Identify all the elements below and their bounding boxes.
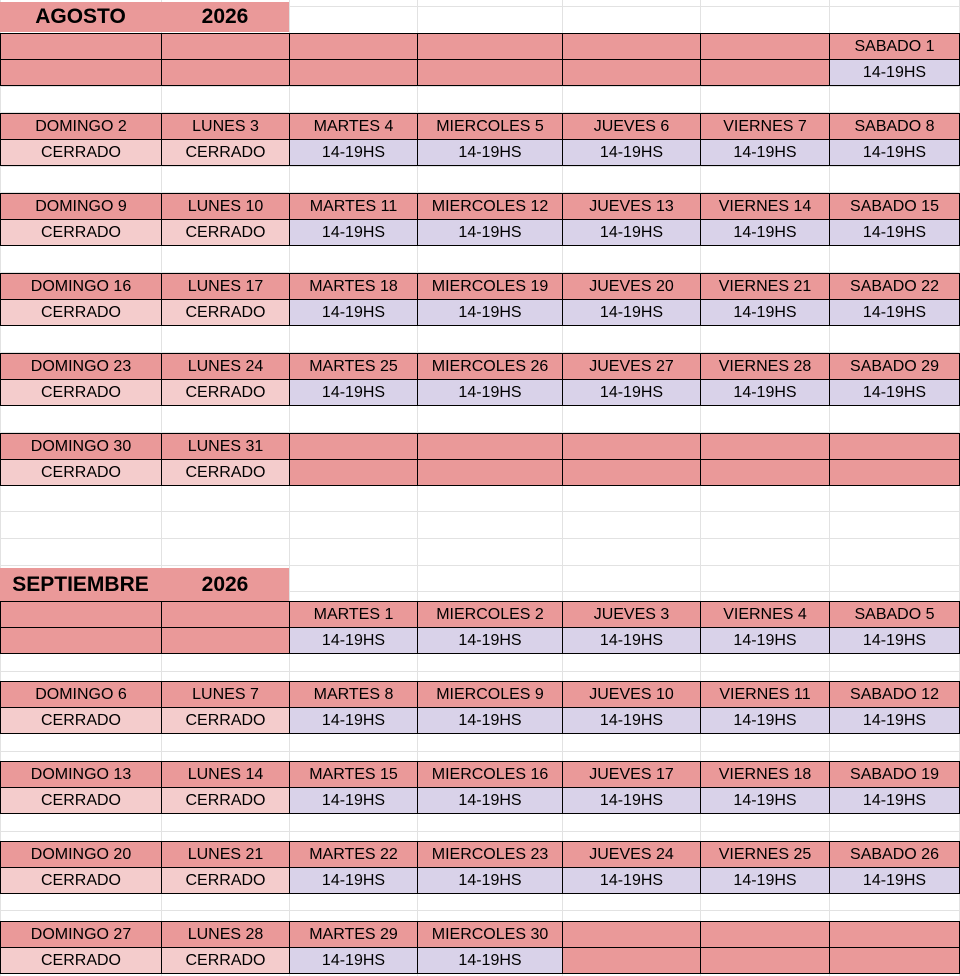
empty-day-hours[interactable] — [562, 59, 701, 86]
month-year: 2026 — [161, 568, 289, 602]
day-header-cell[interactable]: DOMINGO 6 — [0, 681, 162, 708]
day-hours-cell[interactable]: 14-19HS — [700, 707, 830, 734]
day-hours-cell[interactable]: 14-19HS — [562, 867, 701, 894]
day-hours-cell[interactable]: CERRADO — [161, 139, 290, 166]
day-hours-cell[interactable]: 14-19HS — [829, 139, 960, 166]
day-header-cell[interactable]: VIERNES 25 — [700, 841, 830, 868]
day-header-cell[interactable]: DOMINGO 23 — [0, 353, 162, 380]
day-header-cell[interactable]: MARTES 18 — [289, 273, 418, 300]
gridline-row — [0, 751, 960, 752]
day-hours-cell[interactable]: 14-19HS — [700, 627, 830, 654]
day-hours-cell[interactable]: 14-19HS — [700, 867, 830, 894]
day-hours-cell[interactable]: CERRADO — [0, 459, 162, 486]
day-header-cell[interactable]: DOMINGO 16 — [0, 273, 162, 300]
day-hours-cell[interactable]: 14-19HS — [289, 139, 418, 166]
day-header-cell[interactable]: VIERNES 21 — [700, 273, 830, 300]
day-header-cell[interactable]: MARTES 29 — [289, 921, 418, 948]
month-name: SEPTIEMBRE — [0, 568, 161, 602]
day-header-cell[interactable]: LUNES 21 — [161, 841, 290, 868]
day-header-cell[interactable]: LUNES 28 — [161, 921, 290, 948]
day-header-cell[interactable]: MIERCOLES 19 — [417, 273, 563, 300]
empty-day-header[interactable] — [289, 33, 418, 60]
empty-day-header[interactable] — [700, 433, 830, 460]
day-hours-cell[interactable]: 14-19HS — [289, 379, 418, 406]
day-header-cell[interactable]: JUEVES 13 — [562, 193, 701, 220]
day-hours-cell[interactable]: CERRADO — [161, 459, 290, 486]
empty-day-hours[interactable] — [0, 627, 162, 654]
day-hours-cell[interactable]: 14-19HS — [700, 787, 830, 814]
empty-day-hours[interactable] — [289, 59, 418, 86]
day-header-cell[interactable]: LUNES 14 — [161, 761, 290, 788]
day-header-cell[interactable]: SABADO 5 — [829, 601, 960, 628]
day-header-cell[interactable]: VIERNES 4 — [700, 601, 830, 628]
day-hours-cell[interactable]: 14-19HS — [562, 379, 701, 406]
day-header-cell[interactable]: MARTES 4 — [289, 113, 418, 140]
empty-day-hours[interactable] — [700, 459, 830, 486]
day-hours-cell[interactable]: 14-19HS — [829, 219, 960, 246]
empty-day-hours[interactable] — [829, 459, 960, 486]
gridline-row — [0, 565, 960, 566]
day-hours-cell[interactable]: 14-19HS — [417, 867, 563, 894]
day-header-cell[interactable]: VIERNES 11 — [700, 681, 830, 708]
day-header-cell[interactable]: JUEVES 20 — [562, 273, 701, 300]
day-hours-cell[interactable]: 14-19HS — [417, 947, 563, 974]
empty-day-hours[interactable] — [0, 59, 162, 86]
day-hours-cell[interactable]: CERRADO — [161, 299, 290, 326]
day-header-cell[interactable]: LUNES 7 — [161, 681, 290, 708]
empty-day-hours[interactable] — [829, 947, 960, 974]
day-header-cell[interactable]: DOMINGO 9 — [0, 193, 162, 220]
day-hours-cell[interactable]: 14-19HS — [700, 379, 830, 406]
day-header-cell[interactable]: LUNES 31 — [161, 433, 290, 460]
empty-day-hours[interactable] — [700, 59, 830, 86]
day-header-cell[interactable]: MIERCOLES 12 — [417, 193, 563, 220]
day-header-cell[interactable]: DOMINGO 27 — [0, 921, 162, 948]
day-hours-cell[interactable]: 14-19HS — [829, 707, 960, 734]
empty-day-header[interactable] — [562, 33, 701, 60]
day-hours-cell[interactable]: 14-19HS — [829, 867, 960, 894]
day-header-cell[interactable]: SABADO 15 — [829, 193, 960, 220]
day-header-cell[interactable]: VIERNES 18 — [700, 761, 830, 788]
empty-day-header[interactable] — [0, 33, 162, 60]
day-header-cell[interactable]: MIERCOLES 23 — [417, 841, 563, 868]
day-hours-cell[interactable]: 14-19HS — [562, 139, 701, 166]
day-hours-cell[interactable]: 14-19HS — [417, 707, 563, 734]
day-hours-cell[interactable]: 14-19HS — [829, 787, 960, 814]
day-hours-cell[interactable]: 14-19HS — [289, 787, 418, 814]
day-header-cell[interactable]: MIERCOLES 26 — [417, 353, 563, 380]
day-hours-cell[interactable]: 14-19HS — [289, 219, 418, 246]
day-header-cell[interactable]: SABADO 26 — [829, 841, 960, 868]
day-header-cell[interactable]: LUNES 10 — [161, 193, 290, 220]
empty-day-hours[interactable] — [417, 59, 563, 86]
day-header-cell[interactable]: VIERNES 28 — [700, 353, 830, 380]
empty-day-header[interactable] — [161, 33, 290, 60]
day-header-cell[interactable]: JUEVES 3 — [562, 601, 701, 628]
empty-day-header[interactable] — [829, 921, 960, 948]
day-header-cell[interactable]: MIERCOLES 30 — [417, 921, 563, 948]
day-header-cell[interactable]: MIERCOLES 9 — [417, 681, 563, 708]
day-hours-cell[interactable]: CERRADO — [161, 787, 290, 814]
empty-day-hours[interactable] — [562, 459, 701, 486]
day-header-cell[interactable]: MIERCOLES 2 — [417, 601, 563, 628]
day-hours-cell[interactable]: CERRADO — [0, 707, 162, 734]
day-hours-cell[interactable]: 14-19HS — [289, 627, 418, 654]
day-hours-cell[interactable]: CERRADO — [161, 379, 290, 406]
empty-day-header[interactable] — [562, 921, 701, 948]
day-hours-cell[interactable]: CERRADO — [161, 867, 290, 894]
day-hours-cell[interactable]: 14-19HS — [562, 707, 701, 734]
empty-day-hours[interactable] — [700, 947, 830, 974]
empty-day-hours[interactable] — [289, 459, 418, 486]
day-hours-cell[interactable]: 14-19HS — [289, 707, 418, 734]
day-header-cell[interactable]: LUNES 17 — [161, 273, 290, 300]
day-header-cell[interactable]: JUEVES 17 — [562, 761, 701, 788]
day-hours-cell[interactable]: 14-19HS — [417, 787, 563, 814]
day-header-cell[interactable]: SABADO 1 — [829, 33, 960, 60]
day-hours-cell[interactable]: 14-19HS — [289, 867, 418, 894]
day-header-cell[interactable]: DOMINGO 2 — [0, 113, 162, 140]
day-hours-cell[interactable]: 14-19HS — [562, 299, 701, 326]
day-header-cell[interactable]: MARTES 15 — [289, 761, 418, 788]
month-year: 2026 — [161, 2, 289, 32]
gridline-row — [0, 910, 960, 911]
day-header-cell[interactable]: JUEVES 10 — [562, 681, 701, 708]
day-hours-cell[interactable]: CERRADO — [161, 707, 290, 734]
empty-day-hours[interactable] — [161, 59, 290, 86]
day-header-cell[interactable]: MARTES 22 — [289, 841, 418, 868]
day-hours-cell[interactable]: 14-19HS — [562, 787, 701, 814]
empty-day-header[interactable] — [829, 433, 960, 460]
empty-day-header[interactable] — [417, 33, 563, 60]
empty-day-header[interactable] — [562, 433, 701, 460]
day-hours-cell[interactable]: CERRADO — [0, 299, 162, 326]
day-hours-cell[interactable]: 14-19HS — [829, 299, 960, 326]
day-header-cell[interactable]: DOMINGO 20 — [0, 841, 162, 868]
day-header-cell[interactable]: MARTES 25 — [289, 353, 418, 380]
day-header-cell[interactable]: MIERCOLES 16 — [417, 761, 563, 788]
day-header-cell[interactable]: DOMINGO 13 — [0, 761, 162, 788]
day-hours-cell[interactable]: CERRADO — [0, 947, 162, 974]
empty-day-header[interactable] — [0, 601, 162, 628]
gridline-row — [0, 831, 960, 832]
day-hours-cell[interactable]: 14-19HS — [829, 627, 960, 654]
day-header-cell[interactable]: LUNES 24 — [161, 353, 290, 380]
day-hours-cell[interactable]: 14-19HS — [417, 139, 563, 166]
empty-day-header[interactable] — [289, 433, 418, 460]
day-header-cell[interactable]: DOMINGO 30 — [0, 433, 162, 460]
day-header-cell[interactable]: LUNES 3 — [161, 113, 290, 140]
empty-day-hours[interactable] — [417, 459, 563, 486]
day-header-cell[interactable]: MARTES 11 — [289, 193, 418, 220]
gridline-row — [0, 511, 960, 512]
day-header-cell[interactable]: MIERCOLES 5 — [417, 113, 563, 140]
day-hours-cell[interactable]: CERRADO — [0, 787, 162, 814]
day-hours-cell[interactable]: 14-19HS — [700, 139, 830, 166]
day-header-cell[interactable]: SABADO 8 — [829, 113, 960, 140]
day-header-cell[interactable]: VIERNES 7 — [700, 113, 830, 140]
day-hours-cell[interactable]: 14-19HS — [562, 219, 701, 246]
day-hours-cell[interactable]: CERRADO — [0, 379, 162, 406]
day-hours-cell[interactable]: 14-19HS — [289, 299, 418, 326]
day-hours-cell[interactable]: 14-19HS — [289, 947, 418, 974]
day-hours-cell[interactable]: 14-19HS — [829, 379, 960, 406]
day-header-cell[interactable]: JUEVES 24 — [562, 841, 701, 868]
day-hours-cell[interactable]: CERRADO — [161, 219, 290, 246]
empty-day-hours[interactable] — [161, 627, 290, 654]
day-hours-cell[interactable]: 14-19HS — [417, 379, 563, 406]
day-header-cell[interactable]: MARTES 1 — [289, 601, 418, 628]
empty-day-header[interactable] — [161, 601, 290, 628]
month-name: AGOSTO — [0, 2, 161, 32]
day-header-cell[interactable]: VIERNES 14 — [700, 193, 830, 220]
gridline-row — [0, 671, 960, 672]
day-header-cell[interactable]: SABADO 22 — [829, 273, 960, 300]
empty-day-header[interactable] — [700, 33, 830, 60]
empty-day-header[interactable] — [700, 921, 830, 948]
empty-day-hours[interactable] — [562, 947, 701, 974]
day-hours-cell[interactable]: CERRADO — [0, 139, 162, 166]
empty-day-header[interactable] — [417, 433, 563, 460]
day-hours-cell[interactable]: 14-19HS — [562, 627, 701, 654]
day-hours-cell[interactable]: 14-19HS — [829, 59, 960, 86]
day-hours-cell[interactable]: CERRADO — [161, 947, 290, 974]
day-hours-cell[interactable]: 14-19HS — [700, 299, 830, 326]
day-hours-cell[interactable]: 14-19HS — [417, 627, 563, 654]
day-header-cell[interactable]: JUEVES 27 — [562, 353, 701, 380]
day-header-cell[interactable]: SABADO 12 — [829, 681, 960, 708]
gridline-row — [0, 86, 960, 87]
day-header-cell[interactable]: SABADO 29 — [829, 353, 960, 380]
day-hours-cell[interactable]: CERRADO — [0, 219, 162, 246]
day-header-cell[interactable]: MARTES 8 — [289, 681, 418, 708]
day-hours-cell[interactable]: CERRADO — [0, 867, 162, 894]
gridline-row — [0, 166, 960, 167]
gridline-row — [0, 538, 960, 539]
day-hours-cell[interactable]: 14-19HS — [417, 219, 563, 246]
day-hours-cell[interactable]: 14-19HS — [700, 219, 830, 246]
day-hours-cell[interactable]: 14-19HS — [417, 299, 563, 326]
day-header-cell[interactable]: SABADO 19 — [829, 761, 960, 788]
day-header-cell[interactable]: JUEVES 6 — [562, 113, 701, 140]
